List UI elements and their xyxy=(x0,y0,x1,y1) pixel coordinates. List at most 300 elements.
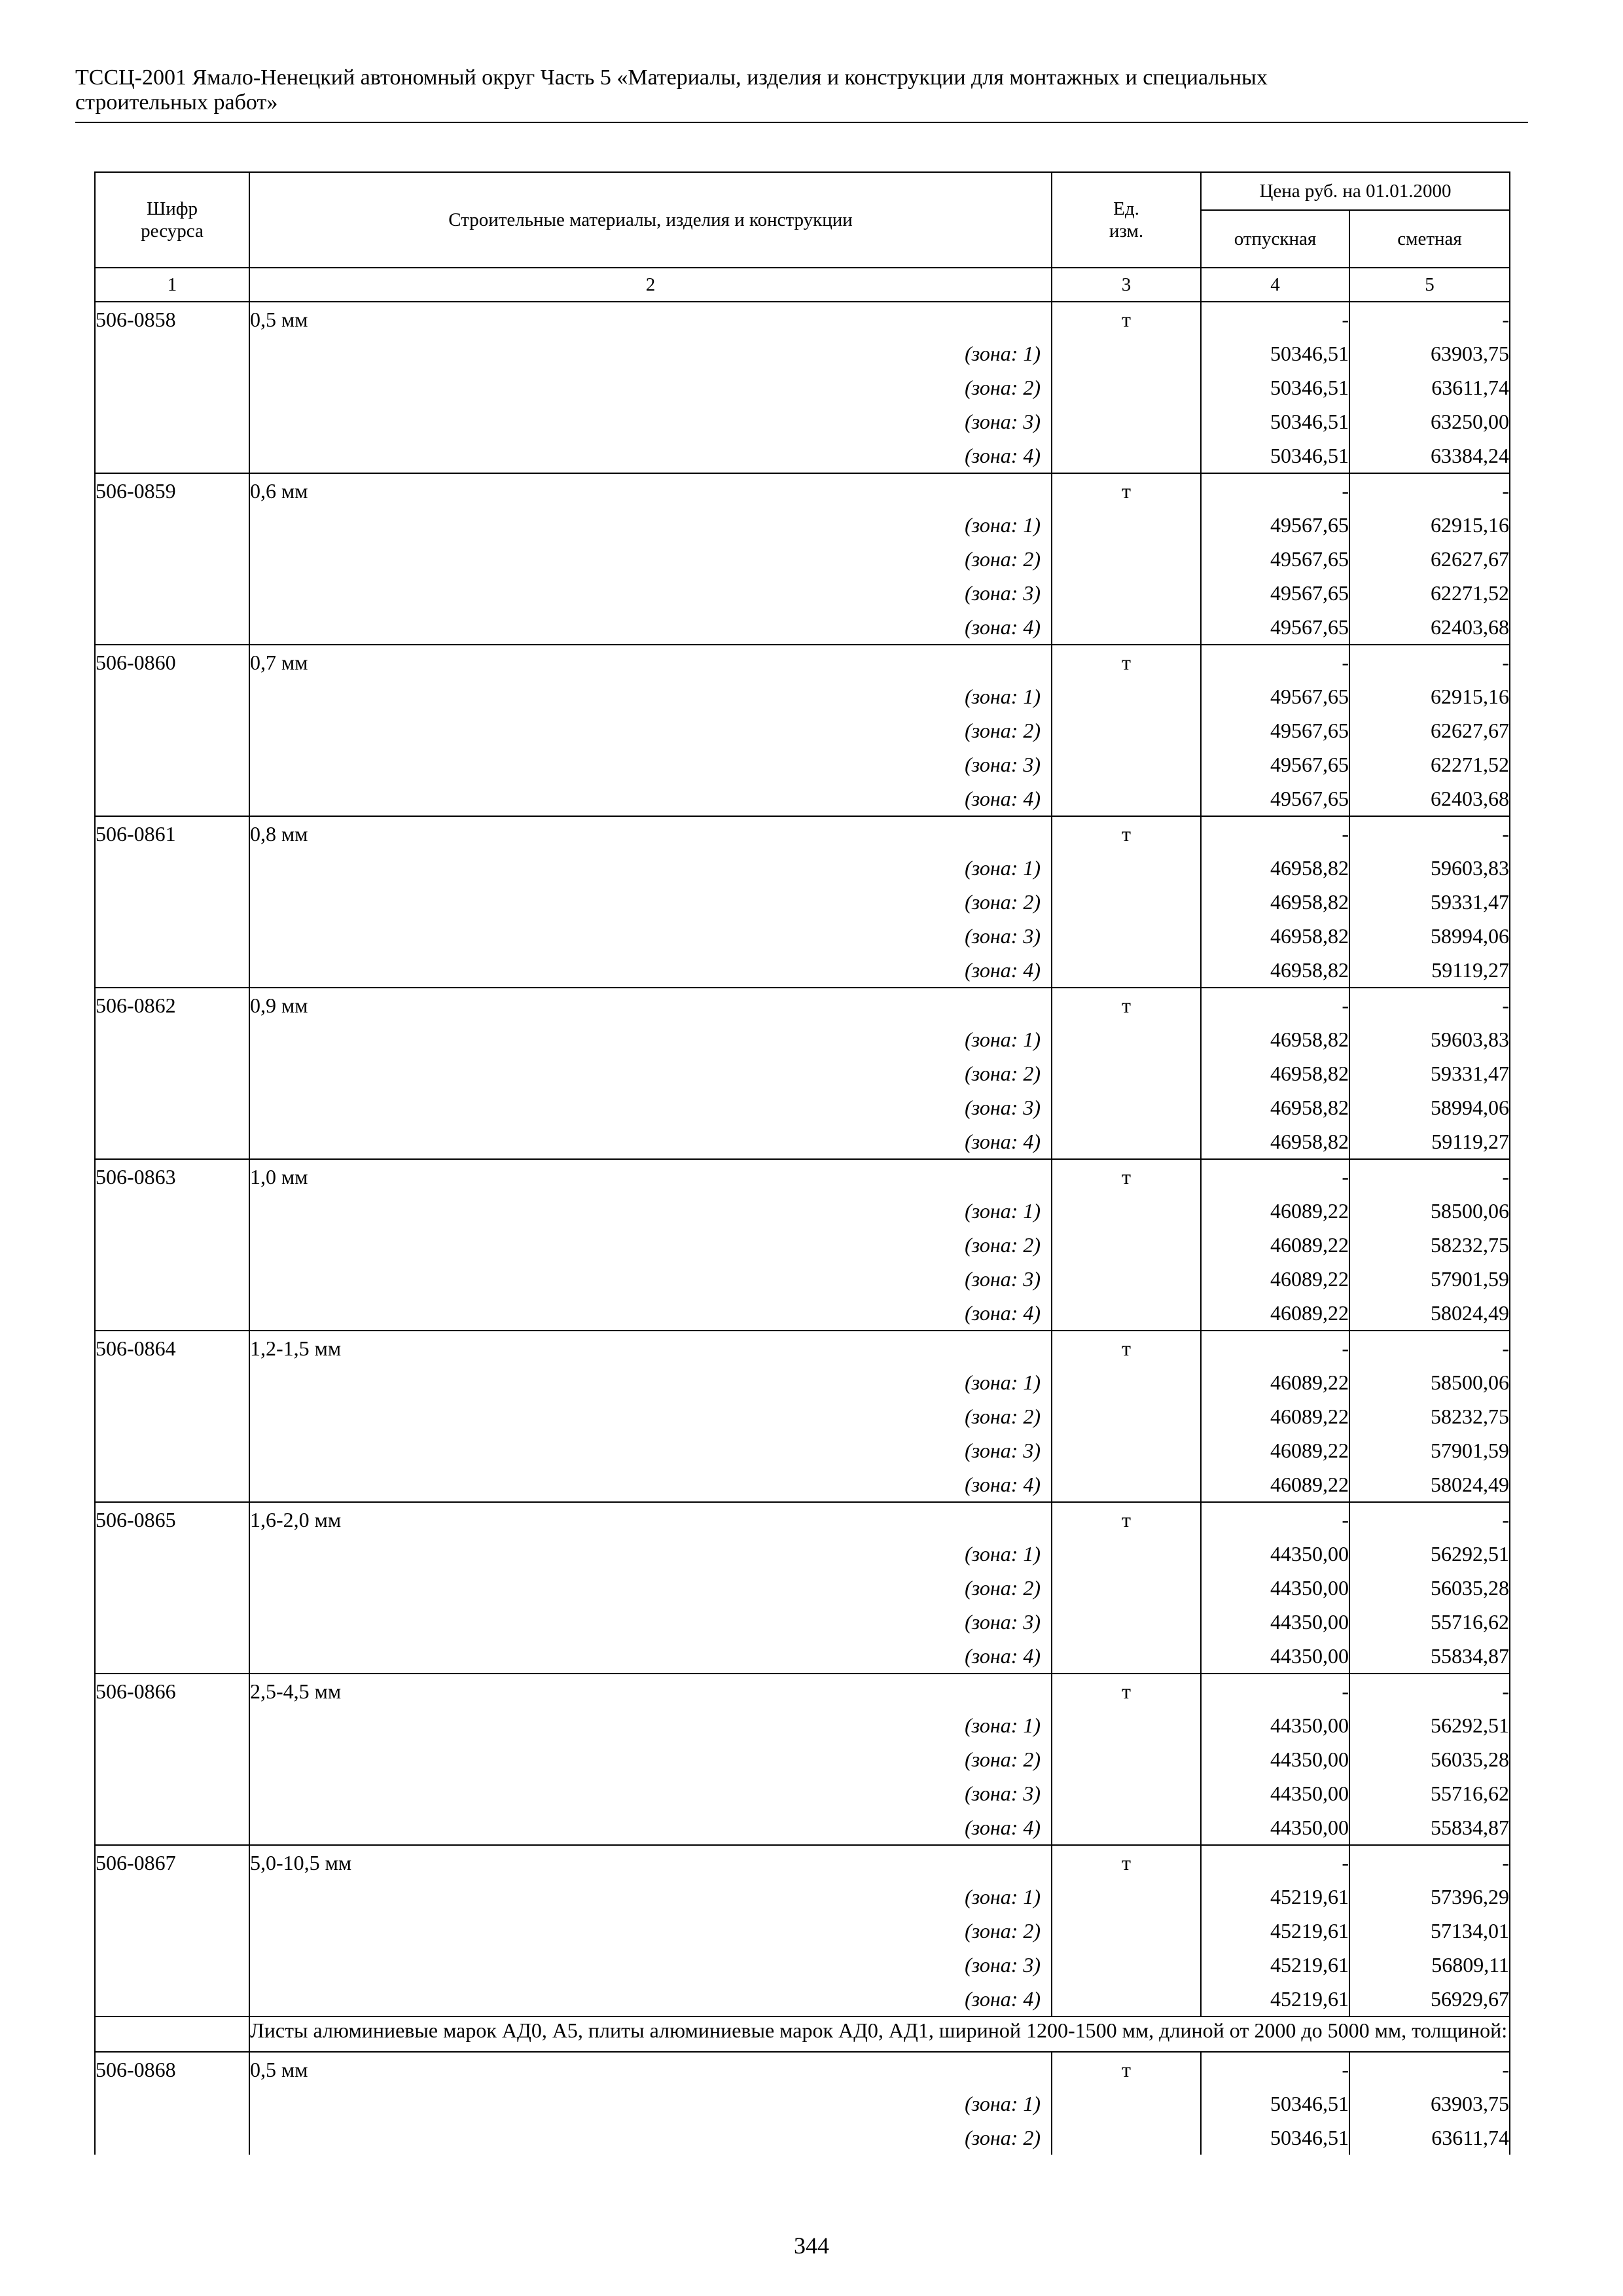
zone-row xyxy=(95,1537,1510,1571)
zone-label: (зона: 3) xyxy=(249,1605,1052,1639)
resource-code xyxy=(95,2121,249,2155)
estimate-price: 58024,49 xyxy=(1349,1467,1510,1502)
zone-label: (зона: 2) xyxy=(249,1399,1052,1433)
zone-label: (зона: 3) xyxy=(249,1090,1052,1124)
resource-code xyxy=(95,1948,249,1982)
material-description: 1,0 мм xyxy=(249,1159,1052,1194)
unit-cell: т xyxy=(1052,1502,1201,1537)
table-row xyxy=(95,1502,1510,1537)
resource-code xyxy=(95,2087,249,2121)
resource-code: 506-0868 xyxy=(95,2052,249,2087)
resource-code: 506-0864 xyxy=(95,1331,249,1365)
release-price: 44350,00 xyxy=(1201,1810,1349,1845)
unit-cell xyxy=(1052,1776,1201,1810)
release-price: 46958,82 xyxy=(1201,1056,1349,1090)
zone-label: (зона: 3) xyxy=(249,747,1052,781)
zone-row xyxy=(95,713,1510,747)
unit-cell: т xyxy=(1052,816,1201,851)
resource-code: 506-0858 xyxy=(95,302,249,336)
estimate-price: 59331,47 xyxy=(1349,885,1510,919)
unit-cell xyxy=(1052,1605,1201,1639)
release-price: 44350,00 xyxy=(1201,1605,1349,1639)
release-price: - xyxy=(1201,2052,1349,2087)
estimate-price: 62915,16 xyxy=(1349,508,1510,542)
unit-cell xyxy=(1052,370,1201,404)
estimate-price: 63903,75 xyxy=(1349,2087,1510,2121)
zone-label: (зона: 2) xyxy=(249,1571,1052,1605)
column-number: 4 xyxy=(1201,268,1349,302)
release-price: 46089,22 xyxy=(1201,1399,1349,1433)
header-title-line2: строительных работ» xyxy=(75,90,278,115)
zone-label: (зона: 4) xyxy=(249,439,1052,473)
resource-code xyxy=(95,679,249,713)
release-price: 49567,65 xyxy=(1201,542,1349,576)
unit-cell: т xyxy=(1052,302,1201,336)
resource-code xyxy=(95,1022,249,1056)
release-price: - xyxy=(1201,816,1349,851)
unit-cell: т xyxy=(1052,473,1201,508)
zone-label: (зона: 3) xyxy=(249,404,1052,439)
release-price: 46958,82 xyxy=(1201,1090,1349,1124)
zone-label: (зона: 2) xyxy=(249,713,1052,747)
resource-code xyxy=(95,2017,249,2052)
resource-code xyxy=(95,1124,249,1159)
estimate-price: 57901,59 xyxy=(1349,1433,1510,1467)
zone-row xyxy=(95,1880,1510,1914)
zone-row xyxy=(95,1467,1510,1502)
resource-code xyxy=(95,336,249,370)
zone-row xyxy=(95,2087,1510,2121)
zone-label: (зона: 3) xyxy=(249,1262,1052,1296)
resource-code xyxy=(95,1639,249,1674)
resource-code xyxy=(95,1433,249,1467)
estimate-price: 63384,24 xyxy=(1349,439,1510,473)
release-price: 46089,22 xyxy=(1201,1296,1349,1331)
unit-cell xyxy=(1052,1914,1201,1948)
resource-code xyxy=(95,713,249,747)
unit-cell xyxy=(1052,439,1201,473)
resource-code xyxy=(95,919,249,953)
release-price: 44350,00 xyxy=(1201,1776,1349,1810)
zone-row xyxy=(95,370,1510,404)
unit-cell xyxy=(1052,781,1201,816)
unit-cell: т xyxy=(1052,988,1201,1022)
zone-label: (зона: 1) xyxy=(249,1194,1052,1228)
release-price: 46089,22 xyxy=(1201,1365,1349,1399)
estimate-price: 62627,67 xyxy=(1349,713,1510,747)
zone-label: (зона: 1) xyxy=(249,1708,1052,1742)
estimate-price: 56809,11 xyxy=(1349,1948,1510,1982)
unit-cell xyxy=(1052,404,1201,439)
zone-label: (зона: 3) xyxy=(249,1433,1052,1467)
estimate-price: 63611,74 xyxy=(1349,370,1510,404)
unit-cell xyxy=(1052,576,1201,610)
resource-code xyxy=(95,1399,249,1433)
resource-code xyxy=(95,747,249,781)
zone-label: (зона: 3) xyxy=(249,576,1052,610)
zone-row xyxy=(95,576,1510,610)
zone-label: (зона: 2) xyxy=(249,542,1052,576)
release-price: 46089,22 xyxy=(1201,1262,1349,1296)
unit-cell xyxy=(1052,1228,1201,1262)
zone-row xyxy=(95,953,1510,988)
resource-code xyxy=(95,1056,249,1090)
zone-label: (зона: 4) xyxy=(249,781,1052,816)
zone-label: (зона: 1) xyxy=(249,1365,1052,1399)
release-price: - xyxy=(1201,1845,1349,1880)
material-description: 5,0-10,5 мм xyxy=(249,1845,1052,1880)
resource-code xyxy=(95,1296,249,1331)
release-price: - xyxy=(1201,302,1349,336)
resource-code: 506-0862 xyxy=(95,988,249,1022)
zone-label: (зона: 3) xyxy=(249,919,1052,953)
zone-row xyxy=(95,851,1510,885)
resource-code xyxy=(95,1537,249,1571)
unit-cell xyxy=(1052,1056,1201,1090)
resource-code: 506-0861 xyxy=(95,816,249,851)
zone-label: (зона: 4) xyxy=(249,953,1052,988)
resource-code xyxy=(95,885,249,919)
estimate-price: 62627,67 xyxy=(1349,542,1510,576)
estimate-price: 63903,75 xyxy=(1349,336,1510,370)
zone-label: (зона: 2) xyxy=(249,1228,1052,1262)
release-price: 49567,65 xyxy=(1201,679,1349,713)
estimate-price: - xyxy=(1349,1331,1510,1365)
estimate-price: - xyxy=(1349,1502,1510,1537)
release-price: 50346,51 xyxy=(1201,439,1349,473)
unit-cell: т xyxy=(1052,1159,1201,1194)
resource-code: 506-0863 xyxy=(95,1159,249,1194)
release-price: - xyxy=(1201,1502,1349,1537)
zone-label: (зона: 1) xyxy=(249,2087,1052,2121)
release-price: 50346,51 xyxy=(1201,2087,1349,2121)
material-description: 0,7 мм xyxy=(249,645,1052,679)
resource-code xyxy=(95,1262,249,1296)
unit-cell xyxy=(1052,1262,1201,1296)
estimate-price: 59119,27 xyxy=(1349,1124,1510,1159)
unit-cell xyxy=(1052,1365,1201,1399)
estimate-price: 56035,28 xyxy=(1349,1742,1510,1776)
resource-code xyxy=(95,1880,249,1914)
zone-label: (зона: 3) xyxy=(249,1948,1052,1982)
release-price: 44350,00 xyxy=(1201,1639,1349,1674)
resource-code xyxy=(95,1467,249,1502)
table-row xyxy=(95,1674,1510,1708)
unit-cell xyxy=(1052,1296,1201,1331)
unit-cell xyxy=(1052,953,1201,988)
zone-row xyxy=(95,1605,1510,1639)
estimate-price: 62915,16 xyxy=(1349,679,1510,713)
resource-code xyxy=(95,1742,249,1776)
estimate-price: 58500,06 xyxy=(1349,1194,1510,1228)
release-price: 44350,00 xyxy=(1201,1708,1349,1742)
unit-cell: т xyxy=(1052,1674,1201,1708)
release-price: 50346,51 xyxy=(1201,404,1349,439)
release-price: 49567,65 xyxy=(1201,508,1349,542)
unit-cell: т xyxy=(1052,1845,1201,1880)
column-header-price-group: Цена руб. на 01.01.2000 xyxy=(1201,172,1510,210)
column-number: 1 xyxy=(95,268,249,302)
zone-row xyxy=(95,1124,1510,1159)
zone-row xyxy=(95,1090,1510,1124)
zone-label: (зона: 1) xyxy=(249,1022,1052,1056)
column-header-unit: Ед. изм. xyxy=(1052,172,1201,268)
unit-cell xyxy=(1052,851,1201,885)
unit-cell xyxy=(1052,1399,1201,1433)
unit-cell xyxy=(1052,679,1201,713)
release-price: 46958,82 xyxy=(1201,1022,1349,1056)
estimate-price: - xyxy=(1349,2052,1510,2087)
zone-row xyxy=(95,1948,1510,1982)
resource-code xyxy=(95,439,249,473)
unit-cell xyxy=(1052,2087,1201,2121)
resource-code xyxy=(95,1194,249,1228)
table-row xyxy=(95,302,1510,336)
release-price: 50346,51 xyxy=(1201,370,1349,404)
zone-row xyxy=(95,1810,1510,1845)
resource-code xyxy=(95,610,249,645)
material-description: 1,2-1,5 мм xyxy=(249,1331,1052,1365)
unit-cell xyxy=(1052,1810,1201,1845)
zone-row xyxy=(95,1022,1510,1056)
material-description: 0,9 мм xyxy=(249,988,1052,1022)
estimate-price: 58994,06 xyxy=(1349,1090,1510,1124)
estimate-price: 57134,01 xyxy=(1349,1914,1510,1948)
release-price: 44350,00 xyxy=(1201,1742,1349,1776)
page-number: 344 xyxy=(794,2233,829,2259)
zone-label: (зона: 2) xyxy=(249,2121,1052,2155)
zone-row xyxy=(95,1399,1510,1433)
column-header-release-price: отпускная xyxy=(1201,210,1349,268)
release-price: 46958,82 xyxy=(1201,953,1349,988)
zone-row xyxy=(95,885,1510,919)
resource-code xyxy=(95,1708,249,1742)
zone-label: (зона: 2) xyxy=(249,370,1052,404)
resource-code xyxy=(95,1228,249,1262)
zone-label: (зона: 1) xyxy=(249,1537,1052,1571)
unit-cell xyxy=(1052,1982,1201,2017)
material-description: 0,5 мм xyxy=(249,2052,1052,2087)
group-description: Листы алюминиевые марок АД0, А5, плиты алюминиевые марок АД0, АД1, шириной 1200-1500 мм, длиной от 2000 до 5000 мм, толщиной: xyxy=(249,2017,1510,2052)
estimate-price: 62403,68 xyxy=(1349,610,1510,645)
unit-cell xyxy=(1052,1194,1201,1228)
estimate-price: 59331,47 xyxy=(1349,1056,1510,1090)
material-description: 2,5-4,5 мм xyxy=(249,1674,1052,1708)
release-price: - xyxy=(1201,473,1349,508)
column-header-estimate-price: сметная xyxy=(1349,210,1510,268)
unit-cell xyxy=(1052,2121,1201,2155)
zone-row xyxy=(95,1365,1510,1399)
zone-row xyxy=(95,781,1510,816)
unit-cell xyxy=(1052,336,1201,370)
release-price: 44350,00 xyxy=(1201,1537,1349,1571)
material-description: 0,8 мм xyxy=(249,816,1052,851)
release-price: 45219,61 xyxy=(1201,1948,1349,1982)
zone-label: (зона: 4) xyxy=(249,1810,1052,1845)
estimate-price: 55716,62 xyxy=(1349,1776,1510,1810)
resource-code xyxy=(95,1776,249,1810)
column-header-code: Шифр ресурса xyxy=(95,172,249,268)
resource-code xyxy=(95,1365,249,1399)
zone-label: (зона: 1) xyxy=(249,336,1052,370)
unit-cell xyxy=(1052,1948,1201,1982)
zone-label: (зона: 4) xyxy=(249,1124,1052,1159)
release-price: 49567,65 xyxy=(1201,747,1349,781)
zone-label: (зона: 2) xyxy=(249,1742,1052,1776)
release-price: 49567,65 xyxy=(1201,781,1349,816)
page-header xyxy=(75,65,1522,115)
estimate-price: - xyxy=(1349,302,1510,336)
zone-row xyxy=(95,336,1510,370)
resource-code: 506-0865 xyxy=(95,1502,249,1537)
zone-label: (зона: 4) xyxy=(249,1467,1052,1502)
release-price: 46958,82 xyxy=(1201,1124,1349,1159)
zone-row xyxy=(95,2121,1510,2155)
zone-row xyxy=(95,1262,1510,1296)
release-price: 46089,22 xyxy=(1201,1228,1349,1262)
estimate-price: - xyxy=(1349,1674,1510,1708)
material-description: 1,6-2,0 мм xyxy=(249,1502,1052,1537)
unit-cell xyxy=(1052,1742,1201,1776)
unit-cell xyxy=(1052,885,1201,919)
estimate-price: - xyxy=(1349,473,1510,508)
estimate-price: 59603,83 xyxy=(1349,1022,1510,1056)
zone-label: (зона: 1) xyxy=(249,508,1052,542)
release-price: 45219,61 xyxy=(1201,1914,1349,1948)
unit-cell xyxy=(1052,1124,1201,1159)
estimate-price: 57901,59 xyxy=(1349,1262,1510,1296)
resource-code xyxy=(95,404,249,439)
resource-code xyxy=(95,370,249,404)
resource-code xyxy=(95,1982,249,2017)
column-number: 5 xyxy=(1349,268,1510,302)
resource-code xyxy=(95,1571,249,1605)
zone-label: (зона: 4) xyxy=(249,610,1052,645)
table-row xyxy=(95,2052,1510,2087)
unit-cell xyxy=(1052,1090,1201,1124)
zone-label: (зона: 4) xyxy=(249,1982,1052,2017)
estimate-price: 56292,51 xyxy=(1349,1708,1510,1742)
resource-code xyxy=(95,1914,249,1948)
zone-label: (зона: 4) xyxy=(249,1639,1052,1674)
material-description: 0,6 мм xyxy=(249,473,1052,508)
resource-code xyxy=(95,851,249,885)
estimate-price: 55834,87 xyxy=(1349,1639,1510,1674)
resource-code: 506-0859 xyxy=(95,473,249,508)
resource-code: 506-0860 xyxy=(95,645,249,679)
estimate-price: - xyxy=(1349,1159,1510,1194)
zone-row xyxy=(95,1056,1510,1090)
release-price: 49567,65 xyxy=(1201,610,1349,645)
release-price: 46958,82 xyxy=(1201,919,1349,953)
estimate-price: 56292,51 xyxy=(1349,1537,1510,1571)
unit-cell xyxy=(1052,747,1201,781)
zone-row xyxy=(95,679,1510,713)
unit-cell xyxy=(1052,610,1201,645)
table-row xyxy=(95,816,1510,851)
unit-cell xyxy=(1052,713,1201,747)
release-price: - xyxy=(1201,1159,1349,1194)
estimate-price: 58024,49 xyxy=(1349,1296,1510,1331)
unit-cell xyxy=(1052,1571,1201,1605)
estimate-price: 63611,74 xyxy=(1349,2121,1510,2155)
estimate-price: - xyxy=(1349,816,1510,851)
resource-code: 506-0866 xyxy=(95,1674,249,1708)
zone-row xyxy=(95,747,1510,781)
header-title-line1: ТССЦ-2001 Ямало-Ненецкий автономный округ Часть 5 «Материалы, изделия и конструкции для монтажных и специальных xyxy=(75,65,1268,90)
release-price: 45219,61 xyxy=(1201,1982,1349,2017)
unit-cell xyxy=(1052,542,1201,576)
zone-label: (зона: 2) xyxy=(249,885,1052,919)
zone-row xyxy=(95,1708,1510,1742)
zone-row xyxy=(95,1571,1510,1605)
estimate-price: 58994,06 xyxy=(1349,919,1510,953)
resource-code xyxy=(95,781,249,816)
unit-cell xyxy=(1052,1022,1201,1056)
estimate-price: 58232,75 xyxy=(1349,1399,1510,1433)
unit-cell xyxy=(1052,1639,1201,1674)
estimate-price: 55834,87 xyxy=(1349,1810,1510,1845)
estimate-price: 55716,62 xyxy=(1349,1605,1510,1639)
resource-code xyxy=(95,1810,249,1845)
release-price: 45219,61 xyxy=(1201,1880,1349,1914)
resource-code xyxy=(95,1605,249,1639)
release-price: 50346,51 xyxy=(1201,2121,1349,2155)
estimate-price: - xyxy=(1349,645,1510,679)
zone-row xyxy=(95,1742,1510,1776)
zone-row xyxy=(95,1433,1510,1467)
zone-row xyxy=(95,1296,1510,1331)
table-row xyxy=(95,1845,1510,1880)
resource-code xyxy=(95,953,249,988)
resource-code xyxy=(95,576,249,610)
unit-cell: т xyxy=(1052,1331,1201,1365)
table-row xyxy=(95,1159,1510,1194)
release-price: 46958,82 xyxy=(1201,885,1349,919)
zone-label: (зона: 3) xyxy=(249,1776,1052,1810)
table-row xyxy=(95,645,1510,679)
column-number: 3 xyxy=(1052,268,1201,302)
release-price: - xyxy=(1201,1331,1349,1365)
zone-label: (зона: 1) xyxy=(249,1880,1052,1914)
unit-cell xyxy=(1052,1467,1201,1502)
unit-cell xyxy=(1052,508,1201,542)
estimate-price: 62403,68 xyxy=(1349,781,1510,816)
zone-row xyxy=(95,1639,1510,1674)
resource-code xyxy=(95,508,249,542)
zone-label: (зона: 1) xyxy=(249,679,1052,713)
table-row xyxy=(95,473,1510,508)
release-price: - xyxy=(1201,645,1349,679)
release-price: 49567,65 xyxy=(1201,713,1349,747)
zone-label: (зона: 2) xyxy=(249,1056,1052,1090)
release-price: 46089,22 xyxy=(1201,1467,1349,1502)
zone-row xyxy=(95,404,1510,439)
resource-code xyxy=(95,1090,249,1124)
zone-row xyxy=(95,508,1510,542)
release-price: - xyxy=(1201,1674,1349,1708)
release-price: - xyxy=(1201,988,1349,1022)
estimate-price: 63250,00 xyxy=(1349,404,1510,439)
table-row xyxy=(95,988,1510,1022)
release-price: 46089,22 xyxy=(1201,1433,1349,1467)
estimate-price: - xyxy=(1349,1845,1510,1880)
estimate-price: 58232,75 xyxy=(1349,1228,1510,1262)
zone-row xyxy=(95,919,1510,953)
estimate-price: 56035,28 xyxy=(1349,1571,1510,1605)
zone-row xyxy=(95,542,1510,576)
estimate-price: 57396,29 xyxy=(1349,1880,1510,1914)
